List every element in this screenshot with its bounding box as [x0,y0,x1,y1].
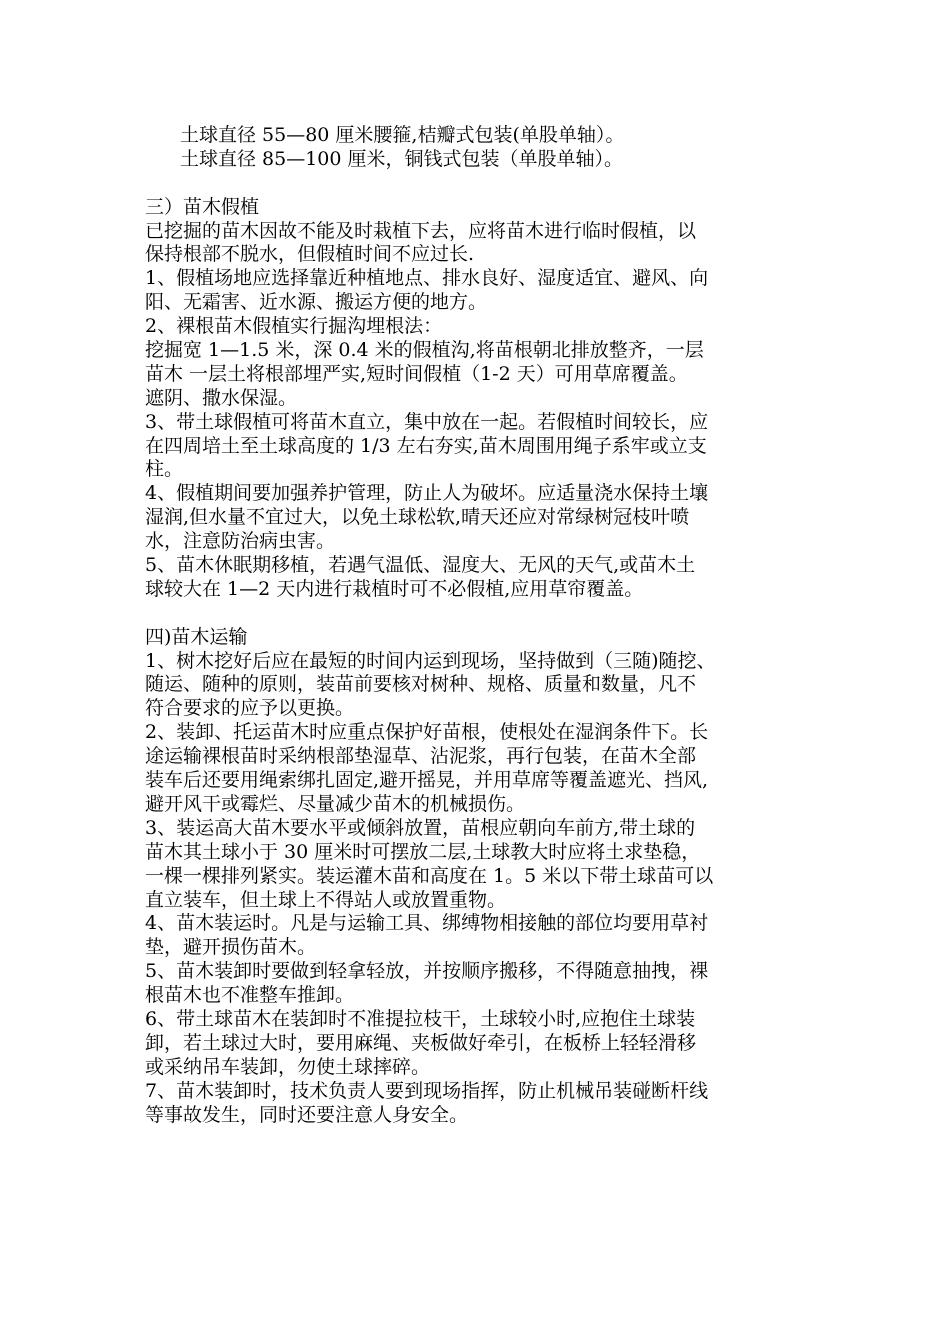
spacer [145,602,815,626]
intro-line: 土球直径 55—80 厘米腰箍,桔瓣式包装(单股单轴）。 [180,124,625,146]
paragraph-line: 垫，避开损伤苗木。 [145,936,317,959]
paragraph-line: 7、苗木装卸时，技术负责人要到现场指挥，防止机械吊装碰断杆线 [145,1079,709,1102]
paragraph-line: 苗木其土球小于 30 厘米时可摆放二层,土球教大时应将土求垫稳， [145,840,701,863]
paragraph-line: 装车后还要用绳索绑扎固定,避开摇晃，并用草席等覆盖遮光、挡风, [145,769,709,792]
paragraph-line: 已挖掘的苗木因故不能及时栽植下去，应将苗木进行临时假植，以 [145,219,697,242]
paragraph-line: 或采纳吊车装卸，勿使土球摔碎。 [145,1055,431,1078]
paragraph-line: 途运输裸根苗时采纳根部垫湿草、沾泥浆，再行包装，在苗木全部 [145,745,697,768]
document-body [145,124,815,1127]
paragraph-line: 1、假植场地应选择靠近种植地点、排水良好、湿度适宜、避风、向 [145,267,709,290]
spacer [145,172,815,196]
paragraph-line: 根苗木也不准整车推卸。 [145,984,355,1007]
paragraph-line: 在四周培土至土球高度的 1/3 左右夯实,苗木周围用绳子系牢或立支 [145,434,707,457]
paragraph-line: 苗木 一层土将根部埋严实,短时间假植（1-2 天）可用草席覆盖。 [145,362,688,385]
paragraph-line: 避开风干或霉烂、尽量减少苗木的机械损伤。 [145,792,526,815]
paragraph-line: 阳、无霜害、近水源、搬运方便的地方。 [145,291,488,314]
paragraph-line: 水，注意防治病虫害。 [145,530,336,553]
paragraph-line: 直立装车，但土球上不得站人或放置重物。 [145,888,507,911]
paragraph-line: 3、装运高大苗木要水平或倾斜放置，苗根应朝向车前方,带土球的 [145,816,696,839]
paragraph-line: 湿润,但水量不宜过大，以免土球松软,晴天还应对常绿树冠枝叶喷 [145,506,690,529]
paragraph-line: 4、苗木装运时。凡是与运输工具、绑缚物相接触的部位均要用草衬 [145,912,709,935]
intro-line: 土球直径 85—100 厘米，铜钱式包装（单股单轴）。 [180,147,624,170]
paragraph-line: 一棵一棵排列紧实。装运灌木苗和高度在 1。5 米以下带土球苗可以 [145,864,714,887]
paragraph-line: 符合要求的应予以更换。 [145,697,355,720]
paragraph-line: 柱。 [145,458,184,481]
paragraph-line: 1、树木挖好后应在最短的时间内运到现场，坚持做到（三随)随挖、 [145,649,716,672]
paragraph-line: 等事故发生，同时还要注意人身安全。 [145,1103,469,1126]
paragraph-line: 2、裸根苗木假植实行掘沟埋根法： [145,315,443,338]
paragraph-line: 5、苗木休眠期移植，若遇气温低、湿度大、无风的天气,或苗木土 [145,554,696,577]
paragraph-line: 保持根部不脱水，但假植时间不应过长. [145,243,475,266]
paragraph-line: 4、假植期间要加强养护管理，防止人为破坏。应适量浇水保持土壤 [145,482,709,505]
paragraph-line: 卸，若土球过大时，要用麻绳、夹板做好牵引，在板桥上轻轻滑移 [145,1031,697,1054]
section-heading: 三）苗木假植 [145,195,260,218]
paragraph-line: 3、带土球假植可将苗木直立，集中放在一起。若假植时间较长，应 [145,410,709,433]
section-heading: 四)苗木运输 [145,625,248,648]
paragraph-line: 6、带土球苗木在装卸时不准提拉枝干，土球较小时,应抱住土球装 [145,1007,696,1030]
paragraph-line: 2、装卸、托运苗木时应重点保护好苗根，使根处在湿润条件下。长 [145,721,709,744]
paragraph-line: 挖掘宽 1—1.5 米，深 0.4 米的假植沟,将苗根朝北排放整齐，一层 [145,339,704,362]
paragraph-line: 球较大在 1—2 天内进行栽植时可不必假植,应用草帘覆盖。 [145,577,644,600]
paragraph-line: 5、苗木装卸时要做到轻拿轻放，并按顺序搬移，不得随意抽拽，裸 [145,960,709,983]
paragraph-line: 随运、随种的原则，装苗前要核对树种、规格、质量和数量，凡不 [145,673,697,696]
paragraph-line: 遮阴、撒水保湿。 [145,386,298,409]
